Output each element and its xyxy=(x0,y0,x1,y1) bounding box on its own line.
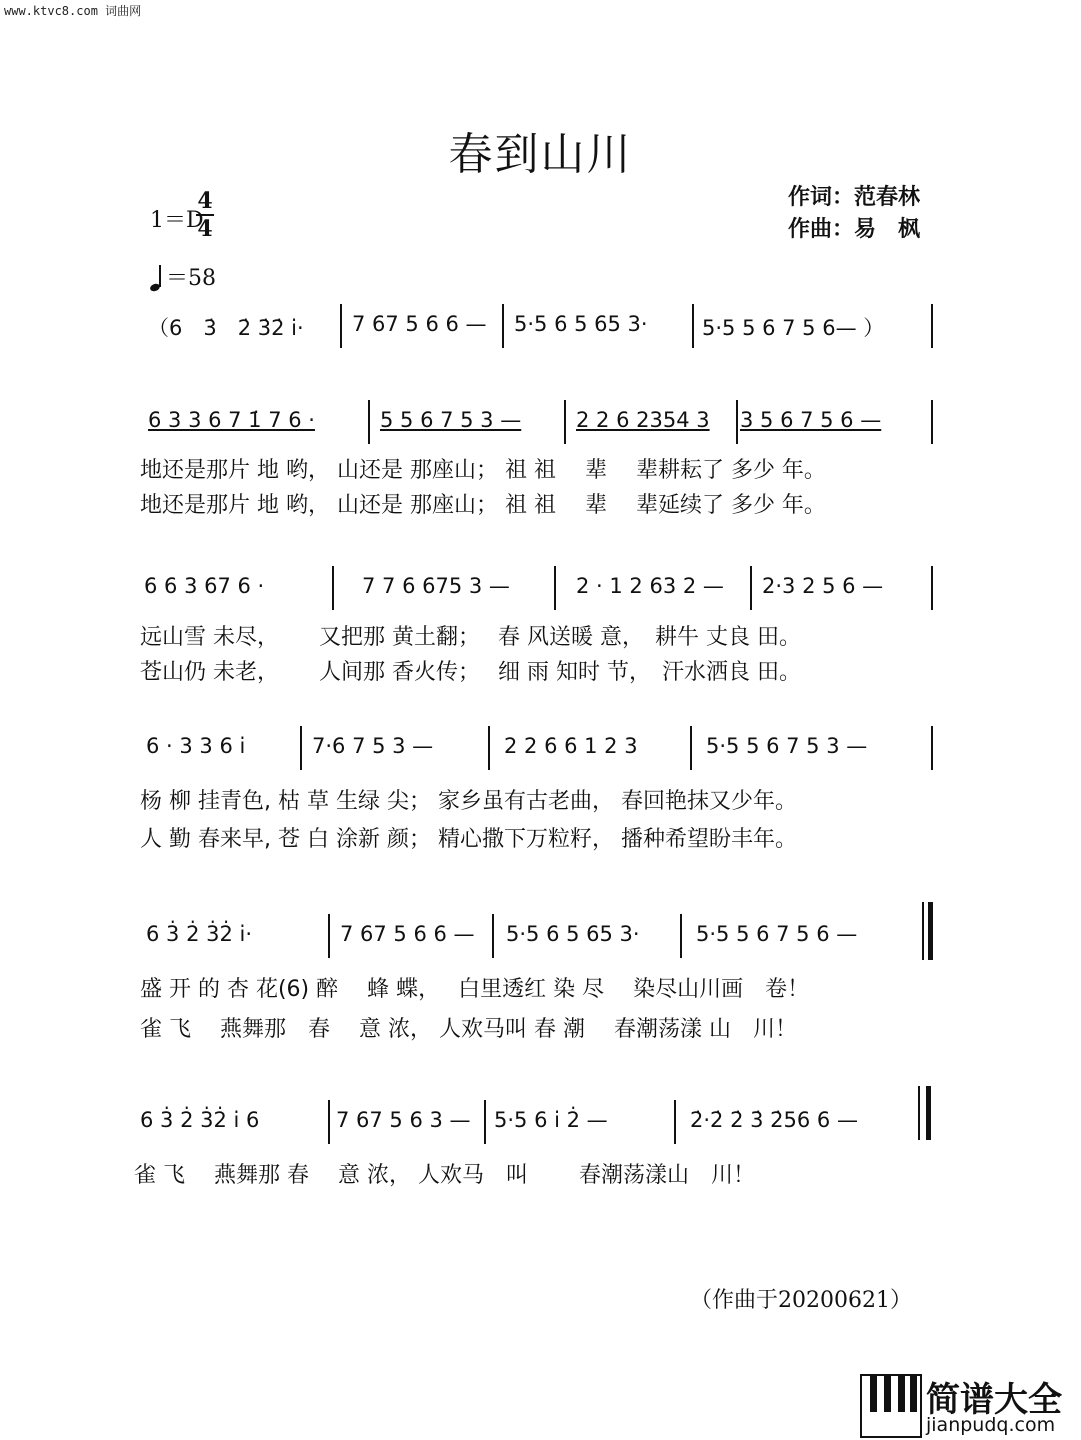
measure: 5·5 6 i 2̇ — xyxy=(494,1108,608,1132)
piano-keys-icon xyxy=(860,1374,922,1438)
measure: 7·6 7 5 3 — xyxy=(312,734,434,758)
lyric-line: 雀 飞 燕舞那 春 意 浓， 人欢马叫 春 潮 春潮荡漾 山 川！ xyxy=(140,1017,797,1042)
measure: 3 5 6 7 5 6 — xyxy=(740,408,882,432)
measure: 5 5 6 7 5 3 — xyxy=(380,408,522,432)
measure: 6 6 3 67 6 · xyxy=(144,574,265,598)
measure: 2·3 2 5 6 — xyxy=(762,574,884,598)
time-signature xyxy=(196,188,214,242)
logo-title: 简谱大全 xyxy=(926,1380,1062,1420)
repeat-barline-thick xyxy=(928,902,933,960)
measure: （6 3̇ 2̇ 3̇2̇ i· xyxy=(148,316,304,340)
logo-url: jianpudq.com xyxy=(926,1414,1056,1436)
tempo-marking xyxy=(150,261,216,292)
final-barline-thick xyxy=(926,1086,931,1140)
measure: 7 7 6 675 3 — xyxy=(362,574,510,598)
lyric-line: 杨 柳 挂青色, 枯 草 生绿 尖； 家乡虽有古老曲， 春回艳抹又少年。 xyxy=(140,789,797,814)
composer-credit: 作曲：易 枫 xyxy=(788,217,921,242)
site-logo[interactable] xyxy=(860,1372,1078,1438)
tempo-value: ＝58 xyxy=(166,266,216,291)
site-watermark: www.ktvc8.com 词曲网 xyxy=(4,4,142,18)
measure: 5·5 6 5 65 3· xyxy=(506,922,640,946)
key-signature: 1＝D xyxy=(150,208,204,233)
lyric-line: 盛 开 的 杏 花(6) 醉 蜂 蝶， 白里透红 染 尽 染尽山川画 卷！ xyxy=(140,977,810,1002)
song-title: 春到山川 xyxy=(448,129,633,180)
time-sig-top: 4 xyxy=(197,188,213,214)
lyric-line: 人 勤 春来早, 苍 白 涂新 颜； 精心撒下万粒籽， 播种希望盼丰年。 xyxy=(140,827,797,852)
measure: 2 2 6 6 1 2 3 xyxy=(504,734,638,758)
lyricist-credit: 作词：范春林 xyxy=(788,185,921,210)
composition-date: （作曲于20200621） xyxy=(690,1288,912,1313)
repeat-barline-thin xyxy=(922,902,924,960)
measure: 6 3̇ 2̇ 3̇2̇ i 6 xyxy=(140,1108,260,1132)
final-barline-thin xyxy=(918,1086,920,1140)
quarter-note-icon xyxy=(150,265,162,291)
measure: 7 67 5 6 6 — xyxy=(340,922,475,946)
measure: 6 3̇ 2̇ 3̇2̇ i· xyxy=(146,922,253,946)
measure: 5·5 5 6 7 5 6 — xyxy=(696,922,858,946)
lyric-line: 苍山仍 未老， 人间那 香火传； 细 雨 知时 节， 汗水洒良 田。 xyxy=(140,660,801,685)
measure: 7 67 5 6 6 — xyxy=(352,312,487,336)
measure: 7 67 5 6 3 — xyxy=(336,1108,471,1132)
measure: 2 · 1 2 63 2 — xyxy=(576,574,724,598)
measure: 2 2 6 2354 3 xyxy=(576,408,710,432)
measure: 2̇·2̇ 2̇ 3̇ 2̇56 6 — xyxy=(690,1108,858,1132)
lyric-line: 远山雪 未尽， 又把那 黄土翻； 春 风送暖 意， 耕牛 丈良 田。 xyxy=(140,625,801,650)
measure: 5·5 6 5 65 3· xyxy=(514,312,648,336)
measure: 5·5 5 6 7 5 6— ） xyxy=(702,316,885,340)
lyric-line: 雀 飞 燕舞那 春 意 浓， 人欢马 叫 春潮荡漾山 川！ xyxy=(134,1163,755,1188)
measure: 5·5 5 6 7 5 3 — xyxy=(706,734,868,758)
measure: 6 3 3 6 7 1̇ 7 6 · xyxy=(148,408,315,432)
lyric-line: 地还是那片 地 哟， 山还是 那座山； 祖 祖 辈 辈延续了 多少 年。 xyxy=(140,493,826,518)
lyric-line: 地还是那片 地 哟， 山还是 那座山； 祖 祖 辈 辈耕耘了 多少 年。 xyxy=(140,458,826,483)
time-sig-bottom: 4 xyxy=(197,216,213,242)
measure: 6 · 3 3 6 i xyxy=(146,734,246,758)
